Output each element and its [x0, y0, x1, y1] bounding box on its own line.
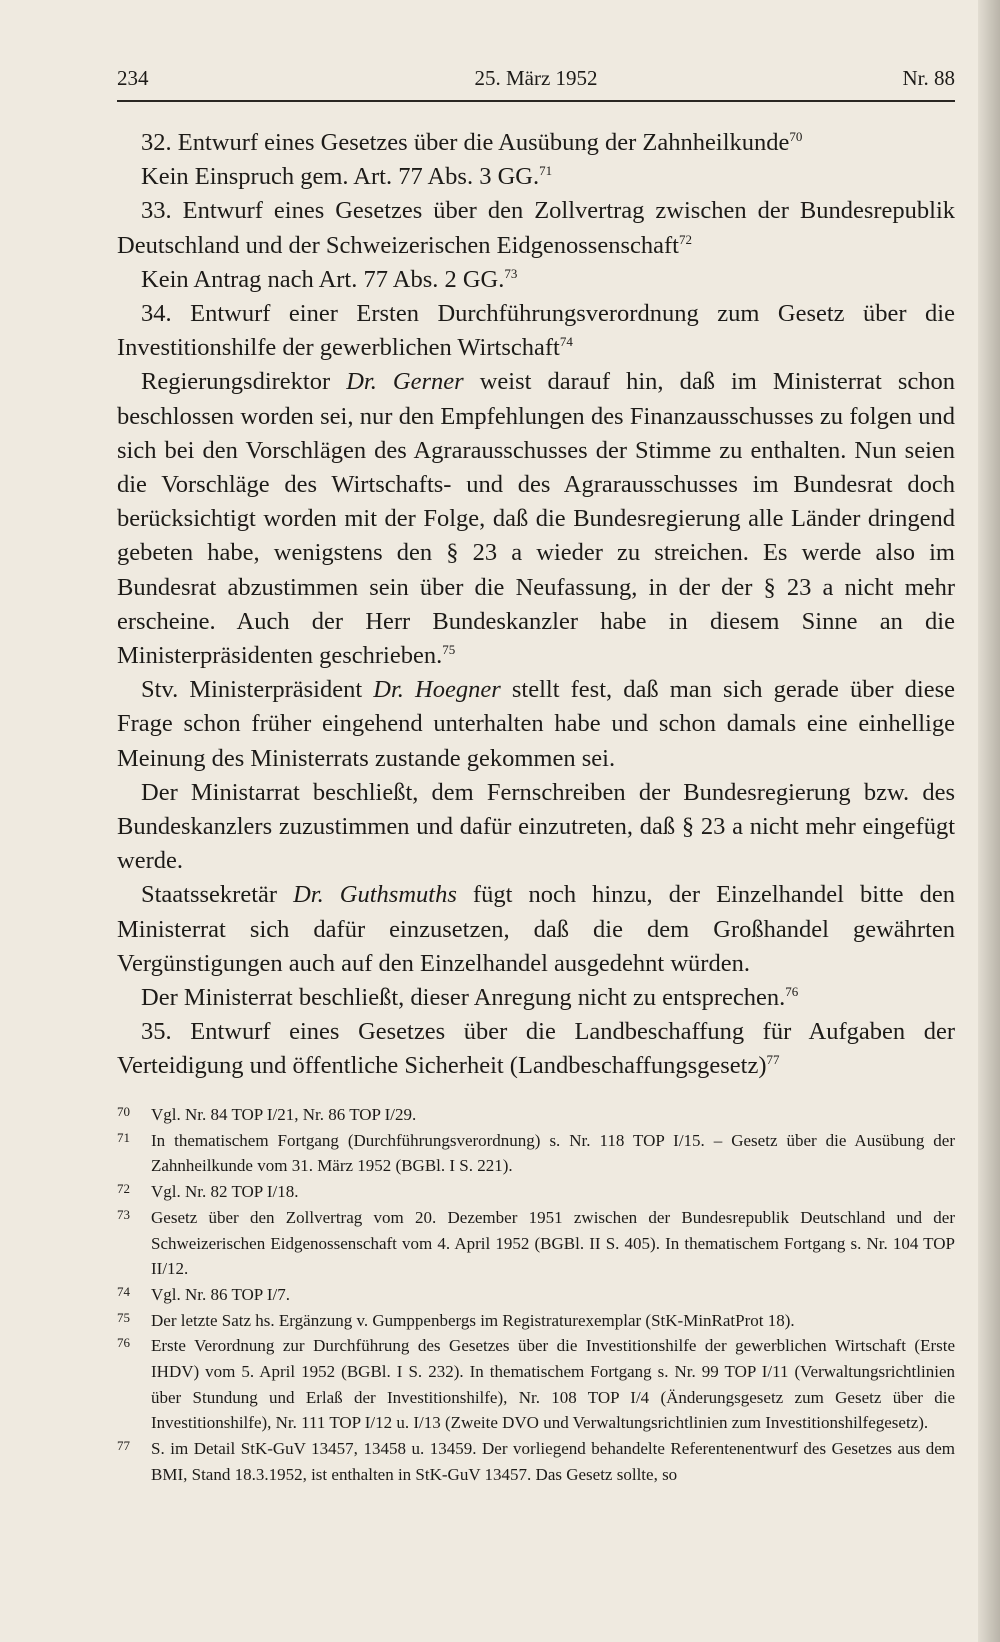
footnote-text: In thematischem Fortgang (Durchführungsverordnung) s. Nr. 118 TOP I/15. – Gesetz über die Ausübung der Zahnheilkunde vom 31. März 1952 (BGBl. I S. 221). — [151, 1130, 955, 1176]
footnote-ref: 73 — [504, 265, 518, 281]
header-issue-number: Nr. 88 — [902, 66, 955, 90]
header-date: 25. März 1952 — [474, 66, 598, 90]
footnote — [117, 1333, 955, 1436]
footnote-ref: 74 — [559, 334, 573, 350]
decision-paragraph: Kein Einspruch gem. Art. 77 Abs. 3 GG.$^{71}$ — [141, 163, 553, 191]
footnote-text: Gesetz über den Zollvertrag vom 20. Dezember 1951 zwischen der Bundesrepublik Deutschland und der Schweizerischen Eidgenossenschaft vom 4. April 1952 (BGBl. II S. 405). In thematischem Fortgang s. Nr. 104 TOP II/12. — [151, 1207, 955, 1279]
page-edge-shadow — [978, 0, 1000, 1642]
footnote-ref: 75 — [442, 642, 456, 658]
footnote — [117, 1205, 955, 1282]
footnote-number: 75 — [117, 1309, 130, 1325]
decision-paragraph: Der Ministerrat beschließt, dieser Anregung nicht zu entsprechen.$^{76}$ — [141, 984, 799, 1012]
decision-paragraph: Kein Antrag nach Art. 77 Abs. 2 GG.$^{73}$ — [141, 265, 518, 293]
footnote-ref: 76 — [785, 984, 799, 1000]
footnote — [117, 1102, 955, 1128]
running-header — [117, 58, 955, 98]
footnote-text: Erste Verordnung zur Durchführung des Gesetzes über die Investitionshilfe der gewerblichen Wirtschaft (Erste IHDV) vom 5. April 1952 (BGBl. I S. 232). In thematischem Fortgang s. Nr. 99 TOP I/11 (Verwaltungsrichtlinien über Stundung und Erlaß der Investitionshilfe), Nr. 108 TOP I/4 (Änderungsgesetz zum Gesetz über die Investitionshilfe), Nr. 111 TOP I/12 u. I/13 (Zweite DVO und Verwaltungsrichtlinien zum Investitionshilfegesetz). — [151, 1336, 955, 1433]
footnote — [117, 1128, 955, 1179]
statement-guthsmuths: Staatssekretär Dr. Guthsmuths fügt noch hinzu, der Einzelhandel bitte den Ministerrat sich dafür einzusetzen, daß die dem Großhandel gewährten Vergünstigungen auch auf den Einzelhandel ausgedehnt würden. — [117, 881, 955, 977]
footnote — [117, 1179, 955, 1205]
agenda-item-32: 32. Entwurf eines Gesetzes über die Ausübung der Zahnheilkunde$^{70}$ — [141, 129, 803, 156]
header-rule — [117, 100, 955, 102]
footnote — [117, 1282, 955, 1308]
speaker-name: Dr. Hoegner — [373, 676, 501, 704]
agenda-item-33: 33. Entwurf eines Gesetzes über den Zollvertrag zwischen der Bundesrepublik Deutschland und der Schweizerischen Eidgenossenschaft$^{72}$ — [117, 197, 955, 259]
speaker-name: Dr. Guthsmuths — [293, 881, 457, 909]
speaker-name: Dr. Gerner — [346, 368, 464, 396]
statement-gerner: Regierungsdirektor Dr. Gerner weist darauf hin, daß im Ministerrat schon beschlossen worden sei, nur den Empfehlungen des Finanzausschusses zu folgen und sich bei den Vorschlägen des Agrarausschusses der Stimme zu enthalten. Nun seien die Vorschläge des Wirtschafts- und des Agrarausschusses im Bundesrat doch berücksichtigt worden mit der Folge, daß die Bundesregierung alle Länder dringend gebeten habe, wenigstens den § 23 a wieder zu streichen. Es werde also im Bundesrat abzustimmen sein über die Neufassung, in der der § 23 a nicht mehr erscheine. Auch der Herr Bundeskanzler habe in diesem Sinne an die Ministerpräsidenten geschrieben.$^{75}$ — [117, 368, 955, 670]
agenda-item-35: 35. Entwurf eines Gesetzes über die Landbeschaffung für Aufgaben der Verteidigung und öffentliche Sicherheit (Landbeschaffungsgesetz)$^{77}$ — [117, 1018, 955, 1080]
agenda-item-34: 34. Entwurf einer Ersten Durchführungsverordnung zum Gesetz über die Investitionshilfe der gewerblichen Wirtschaft$^{74}$ — [117, 300, 955, 362]
footnote-ref: 70 — [789, 129, 803, 144]
footnote-number: 72 — [117, 1181, 130, 1197]
main-text — [117, 126, 955, 1084]
footnote-ref: 72 — [678, 231, 692, 247]
footnotes — [117, 1102, 955, 1488]
statement-hoegner: Stv. Ministerpräsident Dr. Hoegner stellt fest, daß man sich gerade über diese Frage schon früher eingehend unterhalten habe und schon damals eine einhellige Meinung des Ministerrats zustande gekommen sei. — [117, 676, 955, 772]
footnote-ref: 77 — [766, 1052, 780, 1068]
footnote — [117, 1308, 955, 1334]
page-number: 234 — [117, 66, 149, 90]
footnote — [117, 1436, 955, 1487]
footnote-number: 70 — [117, 1104, 130, 1119]
footnote-number: 74 — [117, 1283, 130, 1299]
footnote-text: Vgl. Nr. 82 TOP I/18. — [151, 1182, 299, 1202]
footnote-text: Der letzte Satz hs. Ergänzung v. Gumppenbergs im Registraturexemplar (StK-MinRatProt 18). — [151, 1310, 795, 1330]
decision-paragraph: Der Ministarrat beschließt, dem Fernschreiben der Bundesregierung bzw. des Bundeskanzlers zuzustimmen und dafür einzutreten, daß § 23 a nicht mehr eingefügt werde. — [117, 778, 955, 875]
footnote-ref: 71 — [539, 163, 553, 179]
footnote-text: S. im Detail StK-GuV 13457, 13458 u. 13459. Der vorliegend behandelte Referentenentwurf des Gesetzes aus dem BMI, Stand 18.3.1952, ist enthalten in StK-GuV 13457. Das Gesetz sollte, so — [151, 1439, 955, 1484]
footnote-number: 71 — [117, 1129, 130, 1145]
footnote-text: Vgl. Nr. 86 TOP I/7. — [151, 1284, 291, 1304]
footnote-number: 77 — [117, 1438, 130, 1454]
footnote-number: 73 — [117, 1206, 130, 1222]
footnote-text: Vgl. Nr. 84 TOP I/21, Nr. 86 TOP I/29. — [151, 1105, 417, 1124]
footnote-number: 76 — [117, 1335, 130, 1351]
